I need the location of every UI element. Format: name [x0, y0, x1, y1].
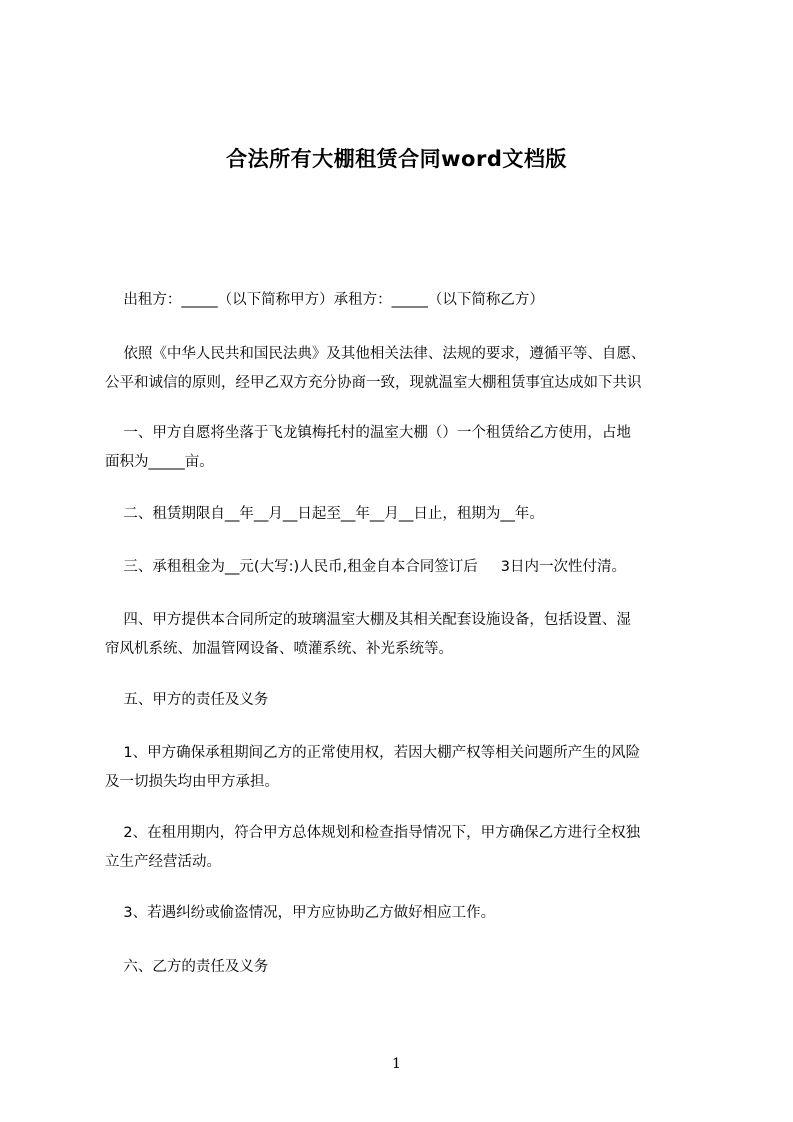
paragraph-line: 五、甲方的责任及义务 [105, 692, 269, 708]
paragraph-clause-4 [105, 606, 710, 664]
paragraph-line: 出租方：_____（以下简称甲方）承租方：_____（以下简称乙方） [105, 292, 544, 308]
paragraph-line: 帘风机系统、加温管网设备、喷灌系统、补光系统等。 [105, 641, 453, 657]
paragraph-line: 公平和诚信的原则，经甲乙双方充分协商一致，现就温室大棚租赁事宜达成如下共识 [105, 375, 642, 391]
paragraph-line: 六、乙方的责任及义务 [105, 959, 269, 975]
paragraph-parties [105, 286, 710, 315]
paragraph-preamble [105, 340, 710, 398]
paragraph-line: 二、租赁期限自__年__月__日起至__年__月__日止，租期为__年。 [105, 506, 544, 522]
document-title: 合法所有大棚租赁合同word文档版 [226, 147, 567, 171]
paragraph-clause-5-2 [105, 819, 710, 877]
paragraph-clause-2 [105, 500, 710, 529]
paragraph-line: 及一切损失均由甲方承担。 [105, 774, 279, 790]
paragraph-line: 依照《中华人民共和国民法典》及其他相关法律、法规的要求，遵循平等、自愿、 [105, 346, 646, 362]
paragraph-line: 面积为_____亩。 [105, 454, 214, 470]
paragraph-clause-1 [105, 419, 710, 477]
paragraph-line: 一、甲方自愿将坐落于飞龙镇梅托村的温室大棚（）一个租赁给乙方使用，占地 [105, 425, 631, 441]
page-number: 1 [392, 1056, 401, 1072]
paragraph-line: 2、在租用期内，符合甲方总体规划和检查指导情况下，甲方确保乙方进行全权独 [105, 825, 641, 841]
paragraph-clause-3 [105, 553, 710, 582]
paragraph-line: 1、甲方确保承租期间乙方的正常使用权，若因大棚产权等相关问题所产生的风险 [105, 745, 641, 761]
paragraph-clause-5-1 [105, 739, 710, 797]
paragraph-clause-5-3 [105, 899, 710, 928]
paragraph-line: 四、甲方提供本合同所定的玻璃温室大棚及其相关配套设施设备，包括设置、湿 [105, 612, 631, 628]
paragraph-line: 立生产经营活动。 [105, 854, 221, 870]
paragraph-clause-6-heading [105, 953, 710, 982]
paragraph-line: 3、若遇纠纷或偷盗情况，甲方应协助乙方做好相应工作。 [105, 905, 496, 921]
paragraph-line: 三、承租租金为__元(大写:)人民币,租金自本合同签订后 3日内一次性付清。 [105, 559, 627, 575]
paragraph-clause-5-heading [105, 686, 710, 715]
